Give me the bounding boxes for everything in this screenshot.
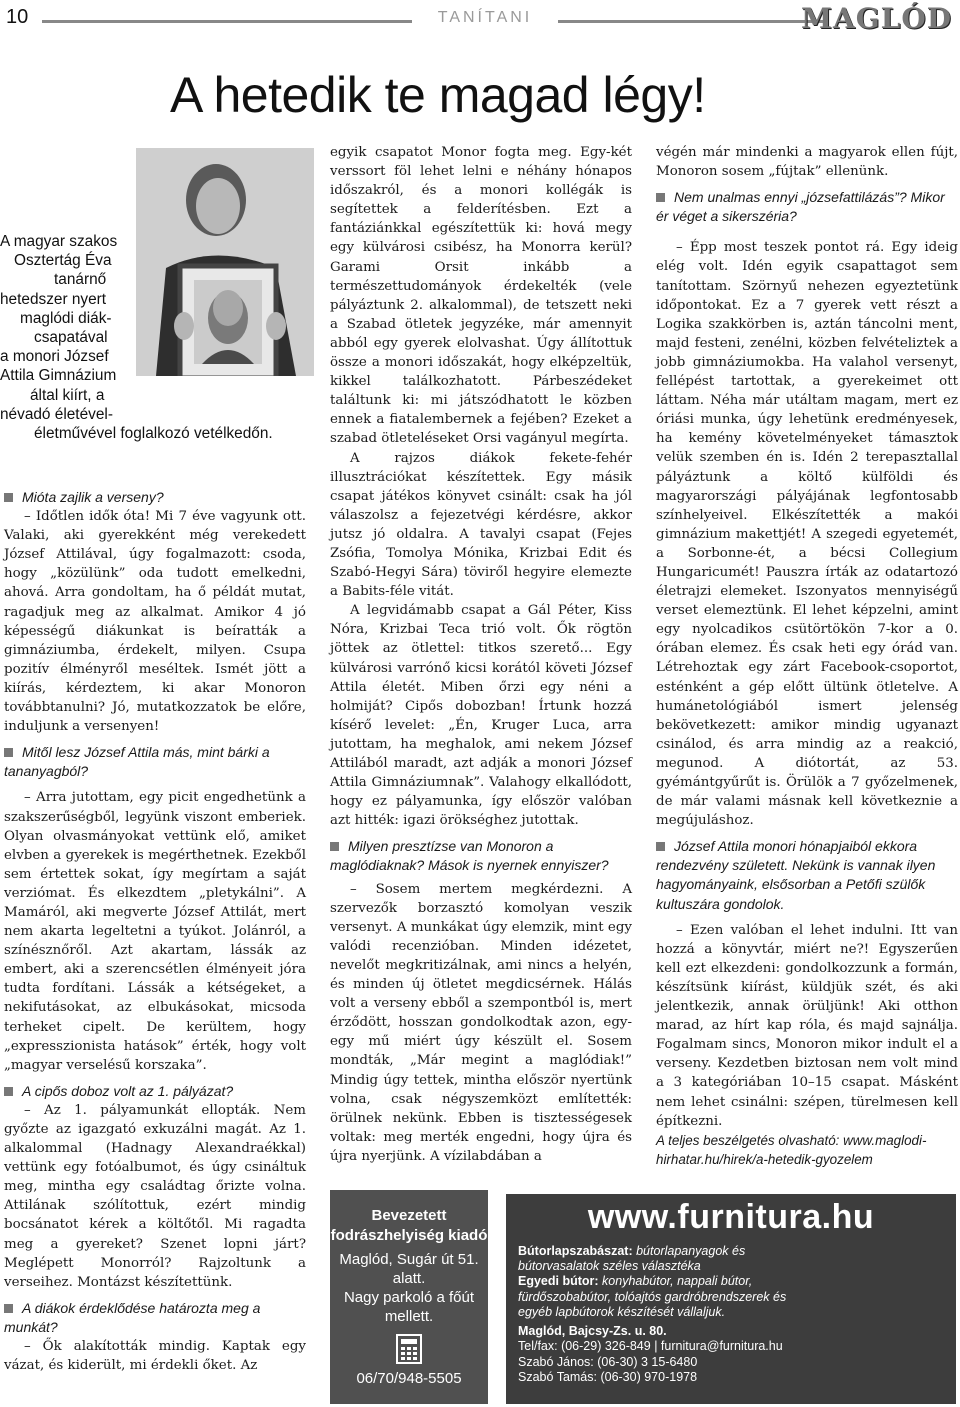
ad-salon-title: Bevezetett fodrászhelyiség kiadó — [330, 1207, 488, 1244]
lead-line: A magyar szakos — [0, 233, 118, 250]
interview-question: A diákok érdeklődése határozta meg a munkát? — [4, 1299, 261, 1335]
lead-line: Osztertág Éva — [14, 252, 112, 270]
lead-line: maglódi diák- — [20, 309, 112, 327]
ad-furnitura-url[interactable]: www.furnitura.hu — [587, 1198, 875, 1236]
article-lead — [0, 232, 310, 443]
interview-question: A cipős doboz volt az 1. pályázat? — [4, 1082, 306, 1101]
brand-logo: MAGLÓD — [801, 2, 952, 35]
lead-line: tanárnő — [54, 271, 107, 289]
interview-answer: – Arra jutottam, egy picit engedhetünk a szakszerűségből, legyünk viszont emberiek. Olyan olvasmányokat vettünk elő, amiket elvben a gyerekek is megérthetnek. Ezekből sem értettek sokat, így megírtam a saját verziómat. És elkezdtem „pletykálni”. A Mamáról, aki megverte József Attilát, mert nem akarta legeltetni a tyúkot. Jolánról, a színésznőről. Azt akartam, lássák az embert, aki a szerencsétlen élményeit jóra tudta fordítani. Lássák a kétségeket, a nekifutásokat, az elbukásokat, micsoda terheket cipelt. De kerültem, hogy „expresszionista hatások” érték, hogy volt „magyar verselésű korszaka”. — [4, 790, 306, 1073]
square-bullet-icon — [330, 842, 339, 851]
square-bullet-icon — [4, 748, 13, 757]
lead-line: életművével foglalkozó vetélkedőn. — [34, 425, 273, 443]
ad-furnitura-contact2: Szabó Tamás: (06-30) 970-1978 — [518, 1370, 698, 1385]
ad-salon-parking: Nagy parkoló a főút mellett. — [343, 1289, 475, 1325]
page-header — [0, 0, 960, 40]
interview-answer: – Az 1. pályamunkát ellopták. Nem győzte az igazgató exkuzálni magát. Az 1. alkalommal (Hadnagy Alexandraékkal) vettünk egy fotóalbumot, és úgy csináltuk meg, mintha egy családtag őrizte volna. Attilának szólítottuk, ezért mindig bocsánatot kérek a költőtől. Mi ragadta meg a gyereket? Szenet lopni járt? Meglépett Monorról? Rajzoltunk a verseihez. Montázst készítettünk. — [4, 1102, 306, 1290]
column-a — [4, 488, 306, 1375]
square-bullet-icon — [4, 493, 13, 502]
phone-icon — [396, 1334, 422, 1364]
service-text: konyhabútor, nappali bútor, fürdőszobabútor, tolóajtós gardróbrendszerek és egyéb lapbútorok készítését vállaljuk. — [518, 1274, 787, 1319]
interview-question: Mióta zajlik a verseny? — [4, 488, 306, 507]
square-bullet-icon — [656, 193, 665, 202]
ad-furnitura-address: Maglód, Bajcsy-Zs. u. 80. — [518, 1324, 667, 1338]
interview-question: Nem unalmas ennyi „józsefattilázás”? Mikor ér véget a sikerszéria? — [656, 189, 945, 225]
interview-question: József Attila monori hónapjaiból ekkora rendezvény született. Nekünk is vannak ilyen hagyományaink, elsősorban a Petőfi szülők kultuszára gondolok. — [656, 838, 936, 912]
interview-answer: – Épp most teszek pontot rá. Egy ideig elég volt. Idén egyik csapattagot sem tanítottam. Szörnyű nehezen egyeztetünk időpontokat. Ez a 7 gyerek vett részt a Logika szakkörben is, aztán táncolni ment, majd festeni, zenélni, közben felvételiztek a jobb gimnáziumokba. Ha valahol versenyt, fellépést tartottak, a gyerekeimet ott láttam. Néha már utáltam magam, mert ez óriási munka, úgy lehetünk eredményesek, ha kemény követelményeket támasztok velük szemben én is. Idén 2 terepasztallal pályáztunk a költő külföldi és magyarországi pályájának legfontosabb színhelyeivel. Elkészítették a makói gimnázium makettjét! A szegedi egyetemét, a Sorbonne-ét, a bécsi Collegium Hungaricumét! Pauszra írták az odatartozó életrajzi elemeket. Iszonyatos mennyiségű verset elemeztünk. El lehet képzelni, amint egy nyolcadikos csütörtökön 7-kor a 0. órában elemez. És csak heti egy órád van. Létrehoztak egy zárt Facebook-csoportot, esténként a gép előtt ültünk ötletelve. A humánetológiából ismert jelenség bekövetkezett: amikor mindig ugyanazt csinálod, és arra mindig az a reakció, megunod. A diótortát, az 53. gyémántgyűrűt is. Örülök a 7 győzelmenek, de már valami másnak kell következnie a megújuláshoz. — [656, 240, 958, 829]
ad-salon-phone: 06/70/948-5505 — [356, 1370, 462, 1387]
service-label: Egyedi bútor: — [518, 1274, 599, 1289]
lead-line: Attila Gimnázium — [0, 367, 117, 385]
square-bullet-icon — [4, 1087, 13, 1096]
furnitura-ad — [506, 1194, 956, 1404]
section-title: TANÍTANI — [437, 9, 533, 26]
service-text: bútorlapanyagok és bútorvasalatok széles választéka — [518, 1244, 746, 1274]
interview-question: Milyen presztízse van Monoron a maglódiaknak? Mások is nyernek ennyiszer? — [330, 838, 609, 874]
interview-answer: – Időtlen idők óta! Mi 7 éve vagyunk ott. Valaki, aki gyerekként még verekedett József Attilával, úgy fogalmazott: csoda, hogy „közülünk” oda tudott emelkedni, ahová. Arra gondoltam, ha ő példát mutat, ragadjuk meg az alkalmat. Amikor 4 jó képességű diákunkat is beíratták a gimnáziumba, érdekelt, milyen. Csupa pozitív élményről meséltek. Ismét jött a kiírás, kérdeztem, ki akar Monoron továbbtanulni? Jó, mutatkozzatok be előre, induljunk a versenyen! — [4, 509, 306, 735]
interview-answer: egyik csapatot Monor fogta meg. Egy-két verssort föl lehet lelni e néhány hónapos időszakról, és a monori kollégák is segítettek a felderítésben. Ezt a fantáziánkkal egészítettük ki: hová megy egy külvárosi csibész, ha Monorra kerül? Garami Orsit inkább a természettudományok érdekelték (vele pályáztunk 2. alkalommal), de tetszett neki a Szabad ötletek jegyzéke, már amennyit abból egy gyerek elolvashat. Úgy állítottuk össze a monori időszakát, hogy elképzeltük, kikkel találkozhatott. Párbeszédeket találtunk ki: mi játszódhatott le közben ennek a fiatalembernek a fejében? Ezeket a szabad ötleteléseket Orsi vagányul megírta. — [330, 145, 632, 447]
interview-question: Mitől lesz József Attila más, mint bárki a tananyagból? — [4, 744, 270, 780]
ad-furnitura-services — [518, 1244, 818, 1320]
header-rule-left — [42, 20, 412, 23]
square-bullet-icon — [656, 842, 665, 851]
article-headline: A hetedik te magad légy! — [170, 67, 706, 123]
lead-line: által kiírt, a — [30, 386, 105, 404]
ad-furnitura-contact — [518, 1324, 948, 1386]
lead-line: névadó életével- — [0, 405, 113, 423]
interview-answer: végén már mindenki a magyarok ellen fújt, Monoron sosem „fújtak” ellenünk. — [656, 145, 958, 180]
square-bullet-icon — [4, 1304, 13, 1313]
service-label: Bútorlapszabászat: — [518, 1244, 633, 1258]
ad-salon-address: Maglód, Sugár út 51. alatt. — [339, 1251, 479, 1287]
interview-answer: – Ők alakították mindig. Kaptak egy vázat, és kiderült, mi érdekli őket. Az — [4, 1339, 306, 1374]
ad-furnitura-contact1: Szabó János: (06-30) 3 15-6480 — [518, 1354, 698, 1369]
column-c — [656, 143, 958, 1169]
interview-answer: – Ezen valóban el lehet indulni. Itt van hozzá a könyvtár, miért ne?! Egyszerűen kell ezt elkezdeni: gondolkozzunk a formán, készítsünk kiírást, küldjük szét, és aki jelentkezik, annak örüljünk! Aki otthon marad, az hírt kap róla, és majd sajnálja. Fogalmam sincs, Monoron mikor indult el a verseny. Kezdetben biztosan nem volt mind a 3 kategóriában 10–15 csapat. Másként nem lehet csinálni: szépen, türelmesen kell építkezni. — [656, 922, 958, 1129]
page-number: 10 — [6, 6, 29, 28]
interview-answer: A legvidámabb csapat a Gál Péter, Kiss Nóra, Krizbai Teca trió volt. Ők rögtön jöttek az ötlettel: titkos szerető... Egy külvárosi varrónő kicsi korától követi József Attila életét. Miben őrzi egy néni a holmiját? Cipős dobozban! Írtunk hozzá kísérő levelet: „Én, Kruger Luca, arra jutottam, ha meghalok, ami nekem József Attilából maradt, azt adják a monori József Attila Gimnáziumnak”. Valahogy elkallódott, hogy ez pályamunka, így először valóban azt hitték: igazi örökséghez jutottak. — [330, 603, 632, 829]
salon-rental-ad — [330, 1190, 488, 1404]
lead-line: hetedszer nyert — [0, 290, 107, 308]
lead-line: a monori József — [0, 348, 109, 366]
header-rule-right — [558, 20, 826, 23]
interview-answer: – Sosem mertem megkérdezni. A szervezők borzasztó komolyan veszik versenyt. A munkákat úgy elemzik, mint egy valódi recenzióban. Minden idézetet, nevelőt megkritizálnak, ami nincs a helyén, és minden új ötletet megdicsérnek. Hálás volt a verseny ebből a szempontból is, mert érződött, hosszan gondolkodtak azon, egy-egy mű miért úgy készült el. Sosem mondták, „Már megint a maglódiak!” Mindig úgy tettek, mintha először nyertünk volna, csak négyszemközt említették: örülnek nekünk. Ebben is tisztességesek voltak: meg merték engedni, hogy újra és újra nyerjünk. A vízilabdában a — [330, 881, 632, 1164]
ad-furnitura-tel: Tel/fax: (06-29) 326-849 | furnitura@furnitura.hu — [518, 1339, 783, 1354]
interview-answer: A rajzos diákok fekete-fehér illusztrációkat készítettek. Egy másik csapat játékos könyvet csinált: csak ha jól válaszolsz a fejezetvégi kérdésre, akkor jutsz jó oldalra. A tavalyi csapat (Fejes Zsófia, Tomolya Mónika, Krizbai Edit és Szabó-Hegyi Sára) töviről hegyire elemezte a Babits-féle vitát. — [330, 450, 632, 600]
column-b — [330, 143, 632, 1166]
full-interview-link[interactable]: A teljes beszélgetés olvasható: www.maglodi-hirhatar.hu/hirek/a-hetedik-gyozelem — [656, 1132, 927, 1167]
lead-line: csapatával — [34, 329, 108, 347]
